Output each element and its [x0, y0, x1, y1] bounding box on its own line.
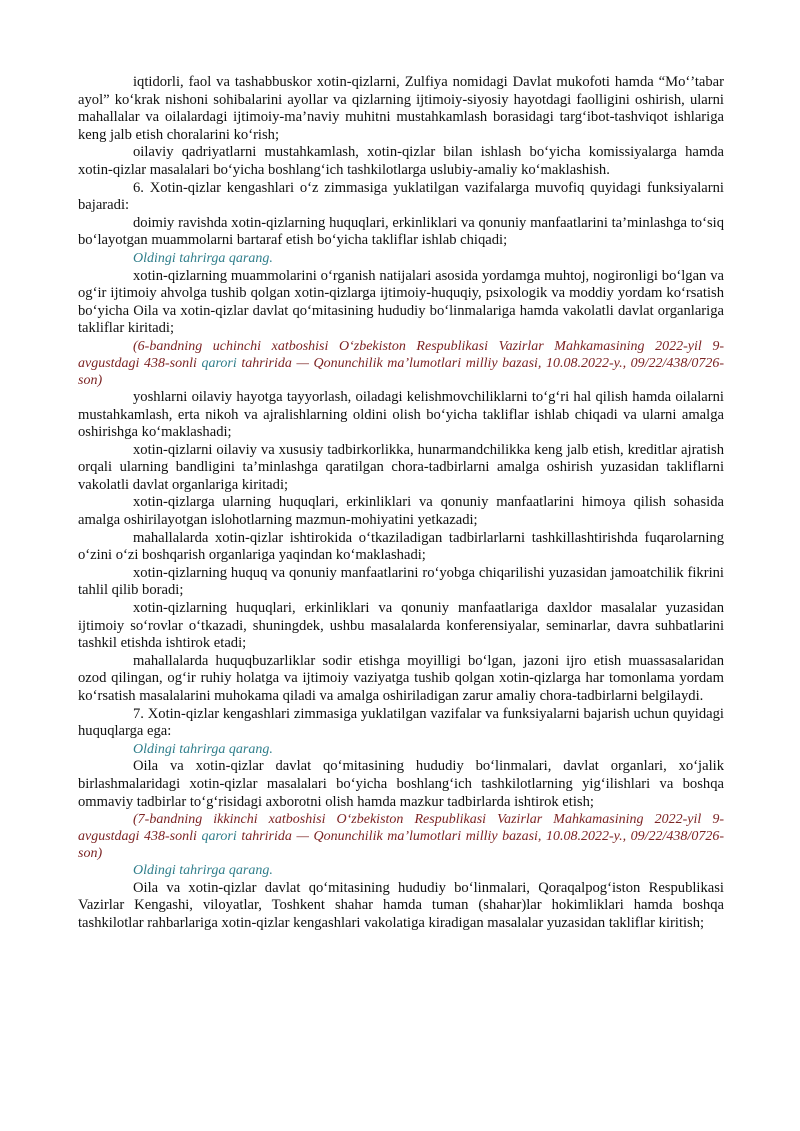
paragraph: Oila va xotin-qizlar davlat qo‘mitasining hududiy bo‘linmalari, davlat organlari, xo‘jalik birlashmalaridagi xotin-qizlar masalalari bo‘yicha boshlang‘ich tashkilotlarning yig‘ilishlari va boshqa ommaviy tadbirlar to‘g‘risidagi axborotni olish hamda mazkur tadbirlarda ishtirok etish;	[78, 758, 724, 810]
paragraph: xotin-qizlarni oilaviy va xususiy tadbirkorlikka, hunarmandchilikka keng jalb etish, kreditlar ajratish orqali ularning bandligini ta’minlashga qaratilgan chora-tadbirlarni amalga oshirish yuzasidan takliflarni vakolatli davlat organlariga kiritadi;	[78, 441, 724, 493]
paragraph: xotin-qizlarning huquqlari, erkinliklari va qonuniy manfaatlariga daxldor masalalar yuzasidan ijtimoiy so‘rovlar o‘tkazadi, shuningdek, ushbu masalalarda konferensiyalar, seminarlar, davra suhbatlarini tashkil etishda ishtirok etadi;	[78, 600, 724, 652]
amendment-note-text: (6-bandning uchinchi xatboshisi O‘zbekiston Respublikasi Vazirlar Mahkamasining 2022-yil 9-avgustdagi 438-sonli	[78, 338, 724, 371]
section-6-heading: 6. Xotin-qizlar kengashlari o‘z zimmasiga yuklatilgan vazifalarga muvofiq quyidagi funksiyalarni bajaradi:	[78, 179, 724, 214]
section-7-heading: 7. Xotin-qizlar kengashlari zimmasiga yuklatilgan vazifalar va funksiyalarni bajarish uchun quyidagi huquqlarga ega:	[78, 705, 724, 740]
amendment-note	[78, 811, 724, 862]
paragraph: doimiy ravishda xotin-qizlarning huquqlari, erkinliklari va qonuniy manfaatlarini ta’minlashga to‘siq bo‘layotgan muammolarni bartaraf etish bo‘yicha takliflar ishlab chiqadi;	[78, 214, 724, 249]
previous-edition-link[interactable]: Oldingi tahrirga qarang.	[133, 741, 273, 757]
paragraph: Oila va xotin-qizlar davlat qo‘mitasining hududiy bo‘linmalari, Qoraqalpog‘iston Respublikasi Vazirlar Kengashi, viloyatlar, Toshkent shahar hamda tuman (shahar)lar hokimliklari hamda boshqa tashkilotlar rahbarlariga xotin-qizlar kengashlari vakolatiga kiradigan masalalar yuzasidan takliflar kiritish;	[78, 879, 724, 931]
amendment-note-text: tahririda — Qonunchilik ma’lumotlari milliy bazasi, 10.08.2022-y., 09/22/438/0726-son)	[78, 355, 724, 388]
paragraph: xotin-qizlarning muammolarini o‘rganish natijalari asosida yordamga muhtoj, nogironligi bo‘lgan va og‘ir ijtimoiy ahvolga tushib qolgan xotin-qizlarga ijtimoiy-huquqiy, psixologik va moddiy yordam ko‘rsatish bo‘yicha Oila va xotin-qizlar davlat qo‘mitasining hududiy bo‘linmalariga hamda vakolatli davlat organlariga takliflar kiritadi;	[78, 267, 724, 337]
paragraph: mahallalarda xotin-qizlar ishtirokida o‘tkaziladigan tadbirlarlarni tashkillashtirishda fuqarolarning o‘zini o‘zi boshqarish organlariga yaqindan ko‘maklashadi;	[78, 529, 724, 564]
amendment-note-text: tahririda — Qonunchilik ma’lumotlari milliy bazasi, 10.08.2022-y., 09/22/438/0726-son)	[78, 829, 724, 862]
paragraph: xotin-qizlarning huquq va qonuniy manfaatlarini ro‘yobga chiqarilishi yuzasidan jamoatchilik fikrini tahlil qilib boradi;	[78, 564, 724, 599]
previous-edition-link[interactable]: Oldingi tahrirga qarang.	[133, 250, 273, 266]
previous-edition-link[interactable]: Oldingi tahrirga qarang.	[133, 863, 273, 879]
resolution-link[interactable]: qarori	[201, 355, 237, 371]
amendment-note	[78, 338, 724, 389]
paragraph: iqtidorli, faol va tashabbuskor xotin-qizlarni, Zulfiya nomidagi Davlat mukofoti hamda “Mo‘’tabar ayol” ko‘krak nishoni sohibalarini ayollar va qizlarning ijtimoiy-siyosiy hayotdagi faolligini oshirish, ularni mahallalar va oilalardagi ijtimoiy-ma’naviy muhitni mustahkamlash borasidagi targ‘ibot-tashviqot ishlariga keng jalb etish choralarini ko‘rish;	[78, 74, 724, 143]
document-page	[78, 74, 724, 933]
amendment-note-text: (7-bandning ikkinchi xatboshisi O‘zbekiston Respublikasi Vazirlar Mahkamasining 2022-yil 9-avgustdagi 438-sonli	[78, 812, 724, 845]
paragraph: oilaviy qadriyatlarni mustahkamlash, xotin-qizlar bilan ishlash bo‘yicha komissiyalarga hamda xotin-qizlar masalalari bo‘yicha boshlang‘ich tashkilotlarga uslubiy-amaliy ko‘maklashish.	[78, 144, 724, 178]
paragraph: yoshlarni oilaviy hayotga tayyorlash, oiladagi kelishmovchiliklarni to‘g‘ri hal qilish hamda oilalarni mustahkamlash, erta nikoh va ajralishlarning oldini olish bo‘yicha takliflar ishlab chiqadi va ularni amalga oshirishga ko‘maklashadi;	[78, 388, 724, 441]
paragraph: mahallalarda huquqbuzarliklar sodir etishga moyilligi bo‘lgan, jazoni ijro etish muassasalaridan ozod qilingan, og‘ir ruhiy holatga va ijtimoiy vaziyatga tushib qolgan xotin-qizlarga har tomonlama yordam ko‘rsatish masalalarini muhokama qiladi va amalga oshiriladigan zarur amaliy chora-tadbirlarni belgilaydi.	[78, 652, 724, 704]
resolution-link[interactable]: qarori	[201, 829, 237, 845]
paragraph: xotin-qizlarga ularning huquqlari, erkinliklari va qonuniy manfaatlarini himoya qilish sohasida amalga oshirilayotgan islohotlarning mazmun-mohiyatini yetkazadi;	[78, 494, 724, 529]
